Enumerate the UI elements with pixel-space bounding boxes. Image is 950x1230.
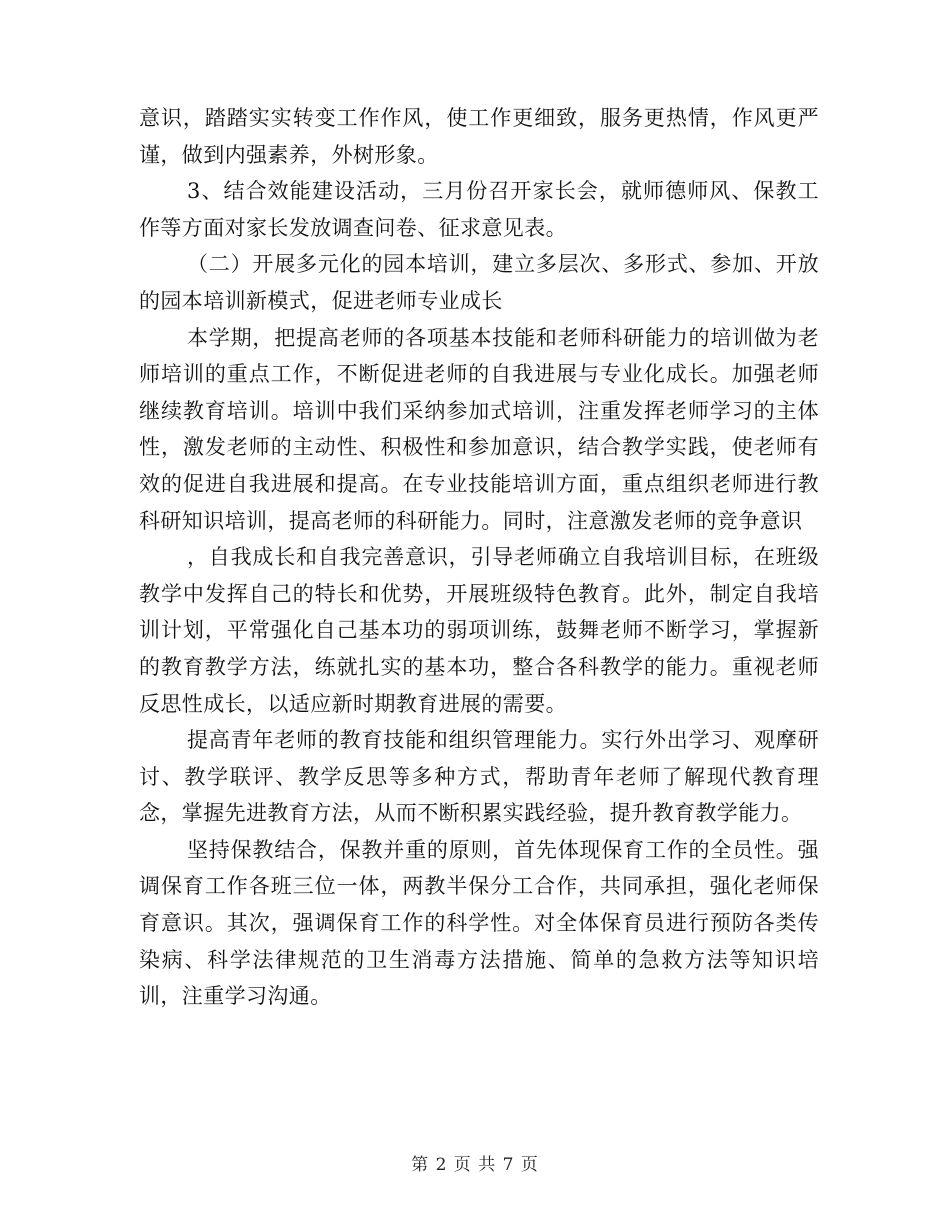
paragraph-childcare: 坚持保教结合，保教并重的原则，首先体现保育工作的全员性。强调保育工作各班三位一体，两教半保分工合作，共同承担，强化老师保育意识。其次，强调保育工作的科学性。对全体保育员进行预防各类传染病、科学法律规范的卫生消毒方法措施、简单的急救方法等知识培训，注重学习沟通。 bbox=[139, 837, 819, 1009]
paragraph-training-overview: 本学期，把提高老师的各项基本技能和老师科研能力的培训做为老师培训的重点工作，不断促进老师的自我进展与专业化成长。加强老师继续教育培训。培训中我们采纳参加式培训，注重发挥老师学习的主体性，激发老师的主动性、积极性和参加意识，结合教学实践，使老师有效的促进自我进展和提高。在专业技能培训方面，重点组织老师进行教科研知识培训，提高老师的科研能力。同时，注意激发老师的竞争意识 bbox=[139, 325, 819, 533]
document-body bbox=[139, 100, 819, 1015]
paragraph-self-growth: ，自我成长和自我完善意识，引导老师确立自我培训目标，在班级教学中发挥自己的特长和优势，开展班级特色教育。此外，制定自我培训计划，平常强化自己基本功的弱项训练，鼓舞老师不断学习，掌握新的教育教学方法，练就扎实的基本功，整合各科教学的能力。重视老师反思性成长，以适应新时期教育进展的需要。 bbox=[139, 545, 819, 716]
paragraph-item-3: 3、结合效能建设活动，三月份召开家长会，就师德师风、保教工作等方面对家长发放调查问卷、征求意见表。 bbox=[139, 179, 819, 240]
paragraph-young-teachers: 提高青年老师的教育技能和组织管理能力。实行外出学习、观摩研讨、教学联评、教学反思等多种方式，帮助青年老师了解现代教育理念，掌握先进教育方法，从而不断积累实践经验，提升教育教学能力。 bbox=[139, 728, 819, 826]
paragraph-continuation: 意识，踏踏实实转变工作作风，使工作更细致，服务更热情，作风更严谨，做到内强素养，外树形象。 bbox=[139, 106, 819, 167]
page-number-footer: 第 2 页 共 7 页 bbox=[411, 1155, 539, 1175]
section-heading-2: （二）开展多元化的园本培训，建立多层次、多形式、参加、开放的园本培训新模式，促进老师专业成长 bbox=[139, 252, 819, 313]
